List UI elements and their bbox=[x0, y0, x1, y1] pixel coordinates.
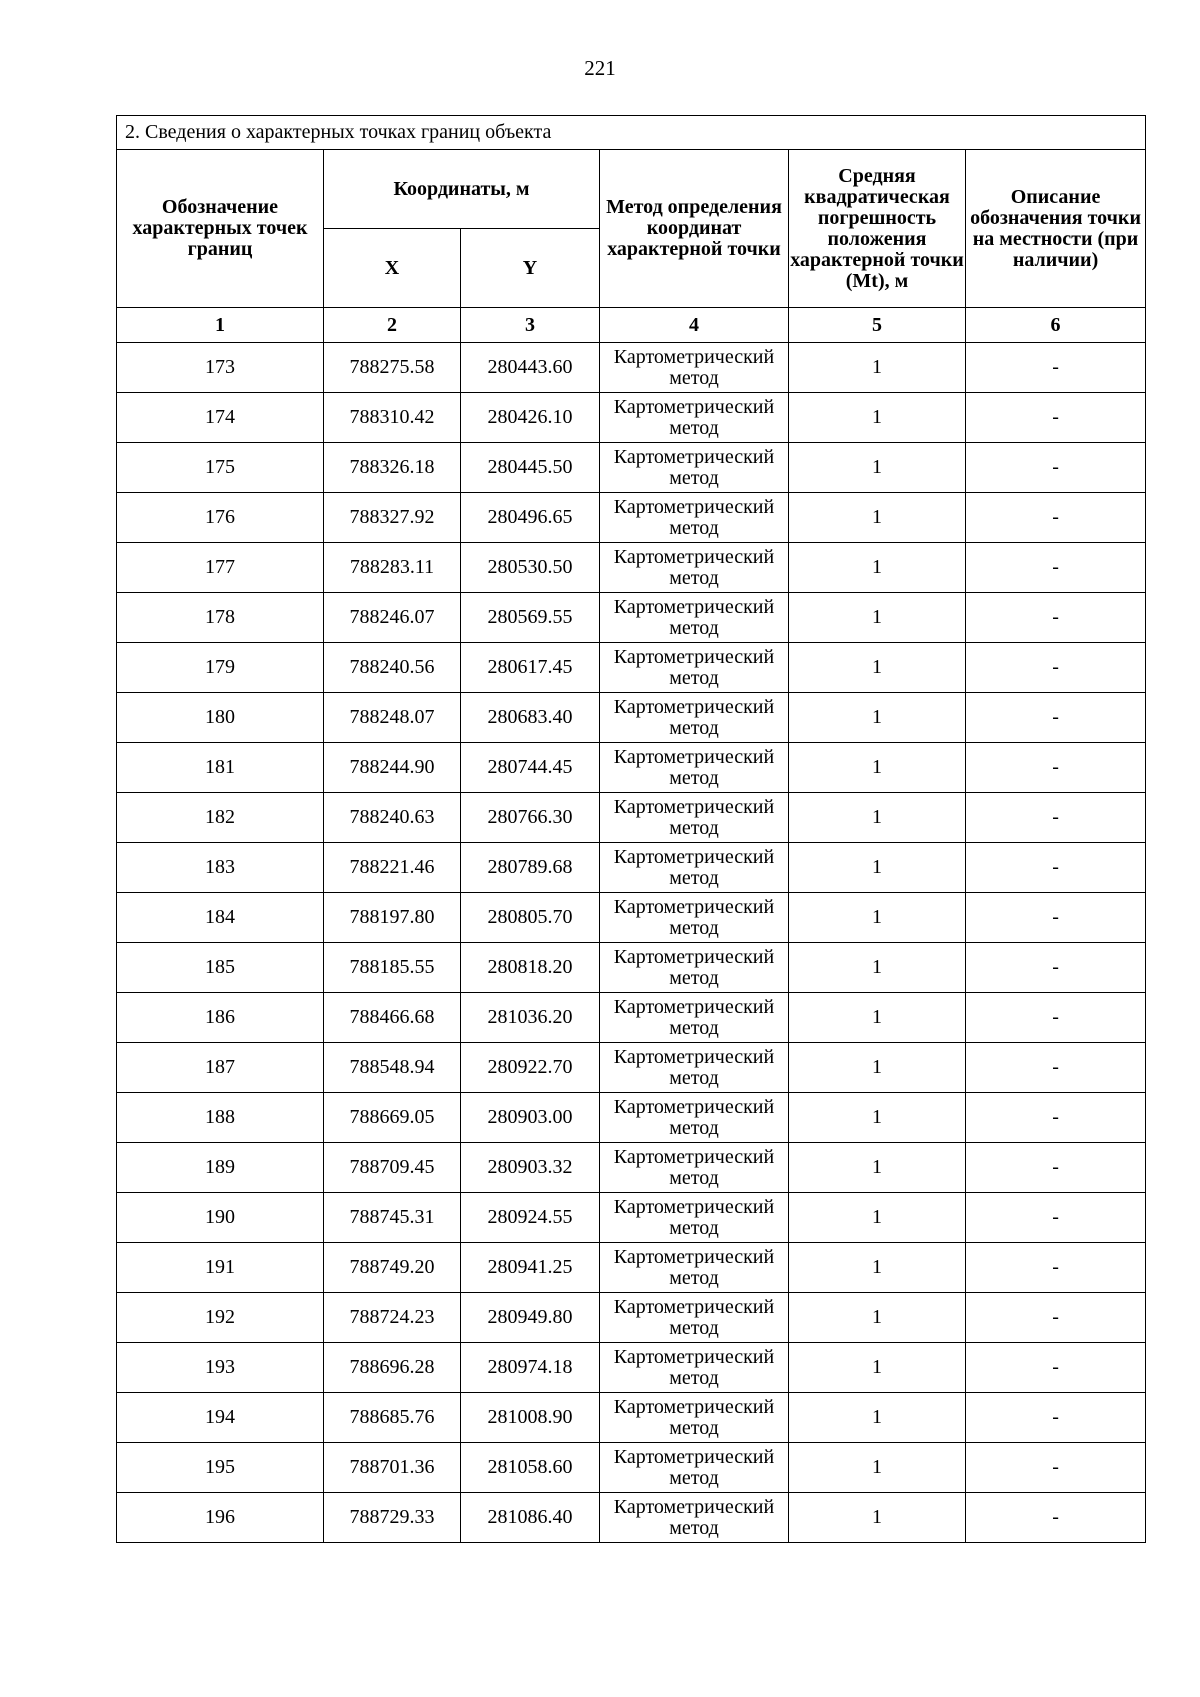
method-cell bbox=[600, 593, 789, 643]
header-description: Описание обозначения точки на местности (при наличии) bbox=[966, 150, 1146, 308]
y-coordinate-cell: 280530.50 bbox=[461, 543, 600, 593]
method-text-line: Картометрический bbox=[613, 445, 775, 468]
y-coordinate-cell: 280426.10 bbox=[461, 393, 600, 443]
table-row bbox=[117, 943, 1146, 993]
point-id-cell: 191 bbox=[117, 1243, 324, 1293]
table-row bbox=[117, 343, 1146, 393]
method-text-line: метод bbox=[669, 966, 719, 989]
description-cell: - bbox=[966, 843, 1146, 893]
y-coordinate-cell: 280496.65 bbox=[461, 493, 600, 543]
x-coordinate-cell: 788197.80 bbox=[324, 893, 461, 943]
error-cell: 1 bbox=[789, 1493, 966, 1543]
point-id-cell: 192 bbox=[117, 1293, 324, 1343]
table-row bbox=[117, 1493, 1146, 1543]
x-coordinate-cell: 788466.68 bbox=[324, 993, 461, 1043]
method-text-line: Картометрический bbox=[613, 1345, 775, 1368]
column-number-row bbox=[117, 308, 1146, 343]
method-text-line: метод bbox=[669, 416, 719, 439]
x-coordinate-cell: 788221.46 bbox=[324, 843, 461, 893]
x-coordinate-cell: 788327.92 bbox=[324, 493, 461, 543]
y-coordinate-cell: 280445.50 bbox=[461, 443, 600, 493]
method-cell bbox=[600, 1193, 789, 1243]
x-coordinate-cell: 788685.76 bbox=[324, 1393, 461, 1443]
column-number: 3 bbox=[461, 308, 600, 343]
x-coordinate-cell: 788275.58 bbox=[324, 343, 461, 393]
method-text-line: Картометрический bbox=[613, 545, 775, 568]
method-text-line: Картометрический bbox=[613, 1395, 775, 1418]
error-cell: 1 bbox=[789, 1143, 966, 1193]
column-number: 4 bbox=[600, 308, 789, 343]
y-coordinate-cell: 280805.70 bbox=[461, 893, 600, 943]
x-coordinate-cell: 788729.33 bbox=[324, 1493, 461, 1543]
column-number: 5 bbox=[789, 308, 966, 343]
method-text-line: Картометрический bbox=[613, 495, 775, 518]
point-id-cell: 189 bbox=[117, 1143, 324, 1193]
method-text-line: метод bbox=[669, 1066, 719, 1089]
error-cell: 1 bbox=[789, 843, 966, 893]
description-cell: - bbox=[966, 1043, 1146, 1093]
table-row bbox=[117, 493, 1146, 543]
description-cell: - bbox=[966, 893, 1146, 943]
method-cell bbox=[600, 893, 789, 943]
method-text-line: метод bbox=[669, 1016, 719, 1039]
x-coordinate-cell: 788185.55 bbox=[324, 943, 461, 993]
error-cell: 1 bbox=[789, 1243, 966, 1293]
method-text-line: Картометрический bbox=[613, 1495, 775, 1518]
y-coordinate-cell: 280924.55 bbox=[461, 1193, 600, 1243]
point-id-cell: 179 bbox=[117, 643, 324, 693]
description-cell: - bbox=[966, 493, 1146, 543]
method-text-line: метод bbox=[669, 816, 719, 839]
table-row bbox=[117, 793, 1146, 843]
point-id-cell: 185 bbox=[117, 943, 324, 993]
table-row bbox=[117, 893, 1146, 943]
table-row bbox=[117, 993, 1146, 1043]
section-title: 2. Сведения о характерных точках границ объекта bbox=[117, 116, 1146, 150]
error-cell: 1 bbox=[789, 1093, 966, 1143]
method-text-line: Картометрический bbox=[613, 1295, 775, 1318]
point-id-cell: 175 bbox=[117, 443, 324, 493]
point-id-cell: 188 bbox=[117, 1093, 324, 1143]
method-text-line: метод bbox=[669, 1516, 719, 1539]
point-id-cell: 183 bbox=[117, 843, 324, 893]
table-row bbox=[117, 1393, 1146, 1443]
header-y: Y bbox=[461, 229, 600, 308]
error-cell: 1 bbox=[789, 643, 966, 693]
description-cell: - bbox=[966, 993, 1146, 1043]
description-cell: - bbox=[966, 1493, 1146, 1543]
x-coordinate-cell: 788240.56 bbox=[324, 643, 461, 693]
error-cell: 1 bbox=[789, 1343, 966, 1393]
method-text-line: метод bbox=[669, 616, 719, 639]
method-text-line: Картометрический bbox=[613, 395, 775, 418]
table-row bbox=[117, 643, 1146, 693]
error-cell: 1 bbox=[789, 993, 966, 1043]
point-id-cell: 194 bbox=[117, 1393, 324, 1443]
error-cell: 1 bbox=[789, 1393, 966, 1443]
header-x: X bbox=[324, 229, 461, 308]
table-row bbox=[117, 1343, 1146, 1393]
x-coordinate-cell: 788244.90 bbox=[324, 743, 461, 793]
error-cell: 1 bbox=[789, 543, 966, 593]
y-coordinate-cell: 280683.40 bbox=[461, 693, 600, 743]
point-id-cell: 195 bbox=[117, 1443, 324, 1493]
method-cell bbox=[600, 443, 789, 493]
column-number: 2 bbox=[324, 308, 461, 343]
description-cell: - bbox=[966, 1343, 1146, 1393]
x-coordinate-cell: 788701.36 bbox=[324, 1443, 461, 1493]
point-id-cell: 196 bbox=[117, 1493, 324, 1543]
point-id-cell: 181 bbox=[117, 743, 324, 793]
table-row bbox=[117, 1093, 1146, 1143]
method-text-line: Картометрический bbox=[613, 845, 775, 868]
error-cell: 1 bbox=[789, 493, 966, 543]
table-row bbox=[117, 593, 1146, 643]
point-id-cell: 186 bbox=[117, 993, 324, 1043]
method-text-line: метод bbox=[669, 1316, 719, 1339]
y-coordinate-cell: 280974.18 bbox=[461, 1343, 600, 1393]
description-cell: - bbox=[966, 593, 1146, 643]
method-text-line: метод bbox=[669, 516, 719, 539]
point-id-cell: 184 bbox=[117, 893, 324, 943]
error-cell: 1 bbox=[789, 693, 966, 743]
method-text-line: метод bbox=[669, 1116, 719, 1139]
method-cell bbox=[600, 393, 789, 443]
method-cell bbox=[600, 643, 789, 693]
method-cell bbox=[600, 1443, 789, 1493]
x-coordinate-cell: 788283.11 bbox=[324, 543, 461, 593]
error-cell: 1 bbox=[789, 743, 966, 793]
y-coordinate-cell: 280941.25 bbox=[461, 1243, 600, 1293]
y-coordinate-cell: 280922.70 bbox=[461, 1043, 600, 1093]
method-text-line: метод bbox=[669, 916, 719, 939]
description-cell: - bbox=[966, 1443, 1146, 1493]
point-id-cell: 177 bbox=[117, 543, 324, 593]
point-id-cell: 187 bbox=[117, 1043, 324, 1093]
description-cell: - bbox=[966, 1193, 1146, 1243]
method-cell bbox=[600, 993, 789, 1043]
table-row bbox=[117, 1243, 1146, 1293]
point-id-cell: 193 bbox=[117, 1343, 324, 1393]
method-text-line: метод bbox=[669, 366, 719, 389]
method-cell bbox=[600, 743, 789, 793]
method-cell bbox=[600, 693, 789, 743]
y-coordinate-cell: 280949.80 bbox=[461, 1293, 600, 1343]
method-text-line: Картометрический bbox=[613, 745, 775, 768]
method-cell bbox=[600, 1293, 789, 1343]
column-number: 6 bbox=[966, 308, 1146, 343]
method-text-line: Картометрический bbox=[613, 1045, 775, 1068]
error-cell: 1 bbox=[789, 1193, 966, 1243]
method-text-line: метод bbox=[669, 1266, 719, 1289]
method-text-line: Картометрический bbox=[613, 345, 775, 368]
error-cell: 1 bbox=[789, 1293, 966, 1343]
method-text-line: Картометрический bbox=[613, 1095, 775, 1118]
header-error: Средняя квадратическая погрешность положения характерной точки (Mt), м bbox=[789, 150, 966, 308]
x-coordinate-cell: 788310.42 bbox=[324, 393, 461, 443]
error-cell: 1 bbox=[789, 1043, 966, 1093]
table-row bbox=[117, 1443, 1146, 1493]
method-text-line: Картометрический bbox=[613, 645, 775, 668]
method-text-line: Картометрический bbox=[613, 895, 775, 918]
x-coordinate-cell: 788548.94 bbox=[324, 1043, 461, 1093]
method-cell bbox=[600, 1143, 789, 1193]
x-coordinate-cell: 788248.07 bbox=[324, 693, 461, 743]
error-cell: 1 bbox=[789, 393, 966, 443]
x-coordinate-cell: 788745.31 bbox=[324, 1193, 461, 1243]
method-text-line: метод bbox=[669, 866, 719, 889]
description-cell: - bbox=[966, 793, 1146, 843]
method-cell bbox=[600, 1043, 789, 1093]
header-method: Метод определения координат характерной точки bbox=[600, 150, 789, 308]
method-text-line: метод bbox=[669, 766, 719, 789]
error-cell: 1 bbox=[789, 343, 966, 393]
error-cell: 1 bbox=[789, 443, 966, 493]
x-coordinate-cell: 788326.18 bbox=[324, 443, 461, 493]
method-text-line: Картометрический bbox=[613, 595, 775, 618]
method-text-line: Картометрический bbox=[613, 945, 775, 968]
method-cell bbox=[600, 1243, 789, 1293]
method-text-line: Картометрический bbox=[613, 1245, 775, 1268]
error-cell: 1 bbox=[789, 1443, 966, 1493]
table-row bbox=[117, 693, 1146, 743]
y-coordinate-cell: 280789.68 bbox=[461, 843, 600, 893]
x-coordinate-cell: 788240.63 bbox=[324, 793, 461, 843]
header-coordinates: Координаты, м bbox=[324, 150, 600, 229]
y-coordinate-cell: 280443.60 bbox=[461, 343, 600, 393]
error-cell: 1 bbox=[789, 893, 966, 943]
x-coordinate-cell: 788669.05 bbox=[324, 1093, 461, 1143]
method-cell bbox=[600, 843, 789, 893]
y-coordinate-cell: 280903.32 bbox=[461, 1143, 600, 1193]
description-cell: - bbox=[966, 1243, 1146, 1293]
point-id-cell: 176 bbox=[117, 493, 324, 543]
method-text-line: метод bbox=[669, 466, 719, 489]
method-text-line: метод bbox=[669, 1166, 719, 1189]
method-cell bbox=[600, 1393, 789, 1443]
method-cell bbox=[600, 1493, 789, 1543]
x-coordinate-cell: 788246.07 bbox=[324, 593, 461, 643]
y-coordinate-cell: 280744.45 bbox=[461, 743, 600, 793]
table-row bbox=[117, 1293, 1146, 1343]
description-cell: - bbox=[966, 1143, 1146, 1193]
y-coordinate-cell: 280569.55 bbox=[461, 593, 600, 643]
x-coordinate-cell: 788724.23 bbox=[324, 1293, 461, 1343]
point-id-cell: 190 bbox=[117, 1193, 324, 1243]
point-id-cell: 182 bbox=[117, 793, 324, 843]
method-text-line: Картометрический bbox=[613, 1445, 775, 1468]
x-coordinate-cell: 788709.45 bbox=[324, 1143, 461, 1193]
description-cell: - bbox=[966, 643, 1146, 693]
point-id-cell: 173 bbox=[117, 343, 324, 393]
x-coordinate-cell: 788696.28 bbox=[324, 1343, 461, 1393]
y-coordinate-cell: 280766.30 bbox=[461, 793, 600, 843]
method-text-line: метод bbox=[669, 666, 719, 689]
method-text-line: метод bbox=[669, 1366, 719, 1389]
method-cell bbox=[600, 493, 789, 543]
method-cell bbox=[600, 1343, 789, 1393]
y-coordinate-cell: 281058.60 bbox=[461, 1443, 600, 1493]
description-cell: - bbox=[966, 1393, 1146, 1443]
description-cell: - bbox=[966, 693, 1146, 743]
method-text-line: метод bbox=[669, 1416, 719, 1439]
method-cell bbox=[600, 943, 789, 993]
page-number: 221 bbox=[584, 56, 616, 80]
y-coordinate-cell: 281086.40 bbox=[461, 1493, 600, 1543]
method-text-line: метод bbox=[669, 566, 719, 589]
point-id-cell: 174 bbox=[117, 393, 324, 443]
table-row bbox=[117, 743, 1146, 793]
method-cell bbox=[600, 343, 789, 393]
description-cell: - bbox=[966, 543, 1146, 593]
y-coordinate-cell: 281036.20 bbox=[461, 993, 600, 1043]
table-row bbox=[117, 1143, 1146, 1193]
y-coordinate-cell: 280903.00 bbox=[461, 1093, 600, 1143]
method-text-line: Картометрический bbox=[613, 795, 775, 818]
method-text-line: Картометрический bbox=[613, 995, 775, 1018]
header-designation: Обозначение характерных точек границ bbox=[117, 150, 324, 308]
y-coordinate-cell: 281008.90 bbox=[461, 1393, 600, 1443]
point-id-cell: 180 bbox=[117, 693, 324, 743]
description-cell: - bbox=[966, 743, 1146, 793]
table-row bbox=[117, 843, 1146, 893]
error-cell: 1 bbox=[789, 943, 966, 993]
method-text-line: Картометрический bbox=[613, 695, 775, 718]
table-row bbox=[117, 1043, 1146, 1093]
table-row bbox=[117, 1193, 1146, 1243]
column-number: 1 bbox=[117, 308, 324, 343]
method-text-line: Картометрический bbox=[613, 1145, 775, 1168]
method-text-line: метод bbox=[669, 716, 719, 739]
error-cell: 1 bbox=[789, 793, 966, 843]
description-cell: - bbox=[966, 943, 1146, 993]
description-cell: - bbox=[966, 343, 1146, 393]
description-cell: - bbox=[966, 393, 1146, 443]
description-cell: - bbox=[966, 1093, 1146, 1143]
x-coordinate-cell: 788749.20 bbox=[324, 1243, 461, 1293]
method-cell bbox=[600, 1093, 789, 1143]
table-row bbox=[117, 443, 1146, 493]
table-row bbox=[117, 543, 1146, 593]
description-cell: - bbox=[966, 443, 1146, 493]
y-coordinate-cell: 280818.20 bbox=[461, 943, 600, 993]
method-text-line: Картометрический bbox=[613, 1195, 775, 1218]
description-cell: - bbox=[966, 1293, 1146, 1343]
point-id-cell: 178 bbox=[117, 593, 324, 643]
y-coordinate-cell: 280617.45 bbox=[461, 643, 600, 693]
table-row bbox=[117, 393, 1146, 443]
method-text-line: метод bbox=[669, 1216, 719, 1239]
boundary-points-table bbox=[116, 115, 1146, 1543]
method-cell bbox=[600, 793, 789, 843]
error-cell: 1 bbox=[789, 593, 966, 643]
method-cell bbox=[600, 543, 789, 593]
method-text-line: метод bbox=[669, 1466, 719, 1489]
